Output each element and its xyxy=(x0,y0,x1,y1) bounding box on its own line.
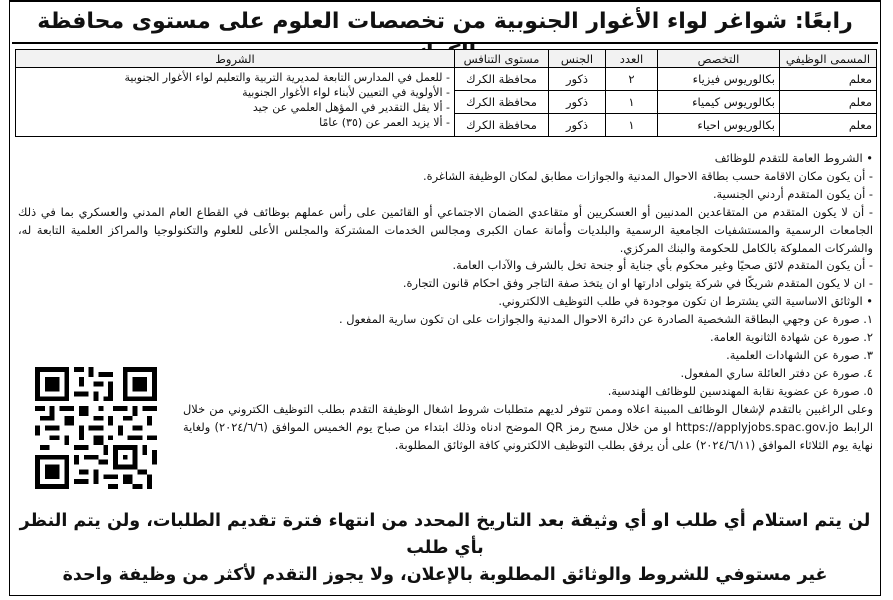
top-rule xyxy=(9,0,881,2)
header-competition-level: مستوى التنافس xyxy=(455,50,549,68)
header-specialty: التخصص xyxy=(658,50,780,68)
cell-specialty: بكالوريوس احياء xyxy=(658,114,780,137)
cell-specialty: بكالوريوس فيزياء xyxy=(658,68,780,91)
table-row xyxy=(16,68,877,91)
closing-notice-line: غير مستوفي للشروط والوثائق المطلوبة بالإعلان، ولا يجوز التقدم لأكثر من وظيفة واحدة xyxy=(62,565,828,585)
cell-competition-level: محافظة الكرك xyxy=(455,114,549,137)
cell-count: ١ xyxy=(606,114,658,137)
general-condition: - أن لا يكون المتقدم من المتقاعدين المدنيين أو العسكريين أو متقاعدي الضمان الاجتماعي أو القائمين على رأس عملهم بوظائف في القطاع العام المدني والعسكري بما في ذلك الجامعات الرسمية والمستشفيات الجامعية الرسمية والبلديات وأمانة عمان الكبرى ومجالس الخدمات المشتركة والمجلس الأعلى للعلوم والتكنولوجيا والمراكز العلمية التابعة له، والشركات المملوكة بالكامل للحكومة والبنك المركزي. xyxy=(18,204,873,255)
table-header-row xyxy=(16,50,877,68)
header-count: العدد xyxy=(606,50,658,68)
cell-count: ٢ xyxy=(606,68,658,91)
cell-gender: ذكور xyxy=(549,68,606,91)
closing-notice xyxy=(12,508,878,589)
document-item: ٣. صورة عن الشهادات العلمية. xyxy=(726,347,873,362)
general-condition: - أن يكون مكان الاقامة حسب بطاقة الاحوال المدنية والجوازات مطابق لمكان الوظيفة الشاغرة. xyxy=(423,168,873,183)
document-item: ٥. صورة عن عضوية نقابة المهندسين للوظائف الهندسية. xyxy=(607,383,873,398)
condition-line: - الأولوية في التعيين لأبناء لواء الأغوار الجنوبية xyxy=(242,86,450,99)
application-instructions: وعلى الراغبين بالتقدم لإشغال الوظائف المبينة اعلاه وممن تتوفر لديهم متطلبات شروط اشغال الوظيفة التقدم بطلب التوظيف الكتروني من خلال الرابط https://applyjobs.spac.gov.jo او من خلال مسح رمز QR الموضح ادناه وذلك ابتداء من صباح يوم الخميس الموافق (٢٠٢٤/٦/٦) ولغاية نهاية يوم الثلاثاء الموافق (٢٠٢٤/٦/١١) على أن يرفق بطلب التوظيف الالكتروني كافة الوثائق المطلوبة. xyxy=(183,401,873,452)
cell-conditions xyxy=(16,68,455,137)
document-item: ٢. صورة عن شهادة الثانوية العامة. xyxy=(710,330,873,345)
cell-competition-level: محافظة الكرك xyxy=(455,68,549,91)
general-condition: - أن يكون المتقدم لائق صحيًا وغير محكوم بأي جناية أو جنحة تخل بالشرف والآداب العامة. xyxy=(452,258,873,273)
cell-job-title: معلم xyxy=(780,114,877,137)
cell-job-title: معلم xyxy=(780,91,877,114)
condition-line: - ألا يزيد العمر عن (٣٥) عامًا xyxy=(319,116,450,129)
title-underline xyxy=(12,42,878,44)
cell-gender: ذكور xyxy=(549,114,606,137)
vacancies-table xyxy=(15,49,877,137)
header-conditions: الشروط xyxy=(16,50,455,68)
header-job-title: المسمى الوظيفي xyxy=(780,50,877,68)
condition-line: - للعمل في المدارس التابعة لمديرية التربية والتعليم لواء الأغوار الجنوبية xyxy=(124,71,450,84)
condition-line: - ألا يقل التقدير في المؤهل العلمي عن جيد xyxy=(252,101,450,114)
header-gender: الجنس xyxy=(549,50,606,68)
general-conditions-heading: • الشروط العامة للتقدم للوظائف xyxy=(714,151,873,165)
cell-count: ١ xyxy=(606,91,658,114)
cell-job-title: معلم xyxy=(780,68,877,91)
closing-notice-line: لن يتم استلام أي طلب او أي وثيقة بعد التاريخ المحدد من انتهاء فترة تقديم الطلبات، ولن يتم النظر بأي طلب xyxy=(19,511,871,558)
documents-heading: • الوثائق الاساسية التي يشترط ان تكون موجودة في طلب التوظيف الالكتروني. xyxy=(498,294,873,309)
general-condition: - أن يكون المتقدم أردني الجنسية. xyxy=(712,186,873,201)
general-condition: - ان لا يكون المتقدم شريكًا في شركة يتولى ادارتها او ان يتخذ صفة التاجر وفق احكام قانون التجارة. xyxy=(402,276,873,291)
cell-competition-level: محافظة الكرك xyxy=(455,91,549,114)
cell-gender: ذكور xyxy=(549,91,606,114)
document-item: ١. صورة عن وجهي البطاقة الشخصية الصادرة عن دائرة الاحوال المدنية والجوازات على ان تكون سارية المفعول . xyxy=(339,312,873,327)
cell-specialty: بكالوريوس كيمياء xyxy=(658,91,780,114)
qr-code-icon[interactable] xyxy=(35,367,157,489)
document-item: ٤. صورة عن دفتر العائلة ساري المفعول. xyxy=(680,365,873,380)
page-title: رابعًا: شواغر لواء الأغوار الجنوبية من تخصصات العلوم على مستوى محافظة xyxy=(37,9,853,34)
